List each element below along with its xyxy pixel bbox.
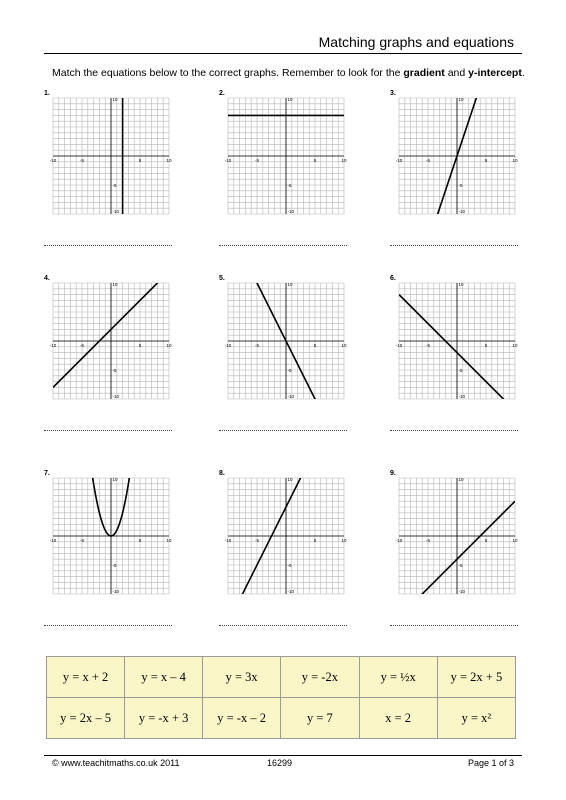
equation-cell: y = x + 2 [47,657,125,698]
axis-tick-label: -5 [425,343,431,348]
axis-tick-label: -5 [254,343,260,348]
axis-tick-label: -5 [287,183,292,188]
instructions-prefix: Match the equations below to the correct graphs. Remember to look for the [52,67,404,79]
equation-cell: y = 3x [203,657,281,698]
axis-tick-label: 10 [512,538,518,543]
equation-cell: y = 7 [281,698,359,739]
equation-cell: y = -2x [281,657,359,698]
axis-tick-label: -5 [112,563,117,568]
axis-tick-label: 10 [112,477,118,482]
axis-tick-label: -5 [254,538,260,543]
axis-tick-label: -5 [458,563,463,568]
equation-cell: x = 2 [359,698,437,739]
footer-page: Page 1 of 3 [467,758,514,768]
coordinate-grid [44,90,194,240]
axis-tick-label: -5 [287,563,292,568]
axis-tick-label: -10 [287,209,295,214]
axis-tick-label: 10 [341,343,347,348]
axis-tick-label: -5 [79,158,85,163]
axis-tick-label: 5 [313,158,317,163]
footer-copyright: © www.teachitmaths.co.uk 2011 [52,758,180,768]
axis-tick-label: -5 [458,183,463,188]
axis-tick-label: -10 [112,394,120,399]
coordinate-grid [219,275,369,425]
coordinate-grid [390,90,540,240]
graph-number: 2. [219,90,225,97]
equation-cell: y = -x + 3 [125,698,203,739]
axis-tick-label: 5 [313,343,317,348]
axis-tick-label: 5 [138,538,142,543]
page-header-title: Matching graphs and equations [318,34,514,50]
equation-cell: y = ½x [359,657,437,698]
axis-tick-label: -5 [425,538,431,543]
graph-number: 7. [44,470,50,477]
axis-tick-label: 10 [166,158,172,163]
graph-number: 5. [219,275,225,282]
axis-tick-label: 10 [512,158,518,163]
instructions-gradient: gradient [403,67,445,79]
axis-tick-label: 10 [458,282,464,287]
graph-2 [219,90,369,255]
equations-row-1 [47,657,516,698]
graph-number: 4. [44,275,50,282]
graph-number: 9. [390,470,396,477]
axis-tick-label: 10 [458,97,464,102]
axis-tick-label: 10 [341,158,347,163]
graph-number: 6. [390,275,396,282]
axis-tick-label: -10 [287,589,295,594]
equations-table [46,656,516,739]
coordinate-grid [390,470,540,620]
axis-tick-label: -10 [224,538,232,543]
axis-tick-label: 5 [138,343,142,348]
graph-9 [390,470,540,635]
axis-tick-label: 10 [112,97,118,102]
coordinate-grid [44,470,194,620]
axis-tick-label: 10 [341,538,347,543]
axis-tick-label: -10 [224,158,232,163]
axis-tick-label: 5 [484,538,488,543]
axis-tick-label: 10 [287,477,293,482]
axis-tick-label: -5 [79,343,85,348]
axis-tick-label: -5 [112,183,117,188]
coordinate-grid [219,90,369,240]
graph-number: 3. [390,90,396,97]
axis-tick-label: -10 [49,158,57,163]
axis-tick-label: 5 [484,158,488,163]
graph-3 [390,90,540,255]
axis-tick-label: -5 [254,158,260,163]
axis-tick-label: -10 [287,394,295,399]
axis-tick-label: -5 [425,158,431,163]
answer-line[interactable] [390,430,518,431]
equation-cell: y = -x – 2 [203,698,281,739]
equation-cell: y = 2x – 5 [47,698,125,739]
coordinate-grid [390,275,540,425]
axis-tick-label: 10 [112,282,118,287]
axis-tick-label: 10 [287,282,293,287]
answer-line[interactable] [44,430,172,431]
graph-7 [44,470,194,635]
coordinate-grid [44,275,194,425]
graph-5 [219,275,369,440]
equation-cell: y = 2x + 5 [437,657,515,698]
axis-tick-label: 10 [166,343,172,348]
axis-tick-label: -10 [458,394,466,399]
graph-8 [219,470,369,635]
axis-tick-label: -5 [287,368,292,373]
axis-tick-label: 5 [313,538,317,543]
header-rule [44,53,522,54]
axis-tick-label: -10 [112,589,120,594]
axis-tick-label: -10 [224,343,232,348]
answer-line[interactable] [44,245,172,246]
axis-tick-label: 5 [138,158,142,163]
axis-tick-label: -10 [395,158,403,163]
axis-tick-label: -10 [395,343,403,348]
equation-cell: y = x – 4 [125,657,203,698]
graph-number: 8. [219,470,225,477]
axis-tick-label: -10 [49,538,57,543]
graph-number: 1. [44,90,50,97]
answer-line[interactable] [390,245,518,246]
footer-code: 16299 [267,758,293,768]
answer-line[interactable] [219,245,347,246]
coordinate-grid [219,470,369,620]
instructions-suffix: . [521,67,525,79]
axis-tick-label: -5 [79,538,85,543]
graph-4 [44,275,194,440]
instructions [52,67,525,79]
instructions-y-intercept: y-intercept [468,67,522,79]
equations-row-2 [47,698,516,739]
graph-6 [390,275,540,440]
axis-tick-label: -10 [49,343,57,348]
axis-tick-label: 5 [484,343,488,348]
graph-1 [44,90,194,255]
axis-tick-label: 10 [166,538,172,543]
footer-rule [44,755,522,756]
answer-line[interactable] [219,430,347,431]
equation-cell: y = x² [437,698,515,739]
axis-tick-label: -10 [458,209,466,214]
answer-line[interactable] [44,625,172,626]
axis-tick-label: 10 [287,97,293,102]
axis-tick-label: -10 [395,538,403,543]
axis-tick-label: -10 [458,589,466,594]
answer-line[interactable] [219,625,347,626]
instructions-middle: and [444,67,469,79]
axis-tick-label: -5 [458,368,463,373]
axis-tick-label: -5 [112,368,117,373]
answer-line[interactable] [390,625,518,626]
axis-tick-label: 10 [512,343,518,348]
axis-tick-label: 10 [458,477,464,482]
axis-tick-label: -10 [112,209,120,214]
